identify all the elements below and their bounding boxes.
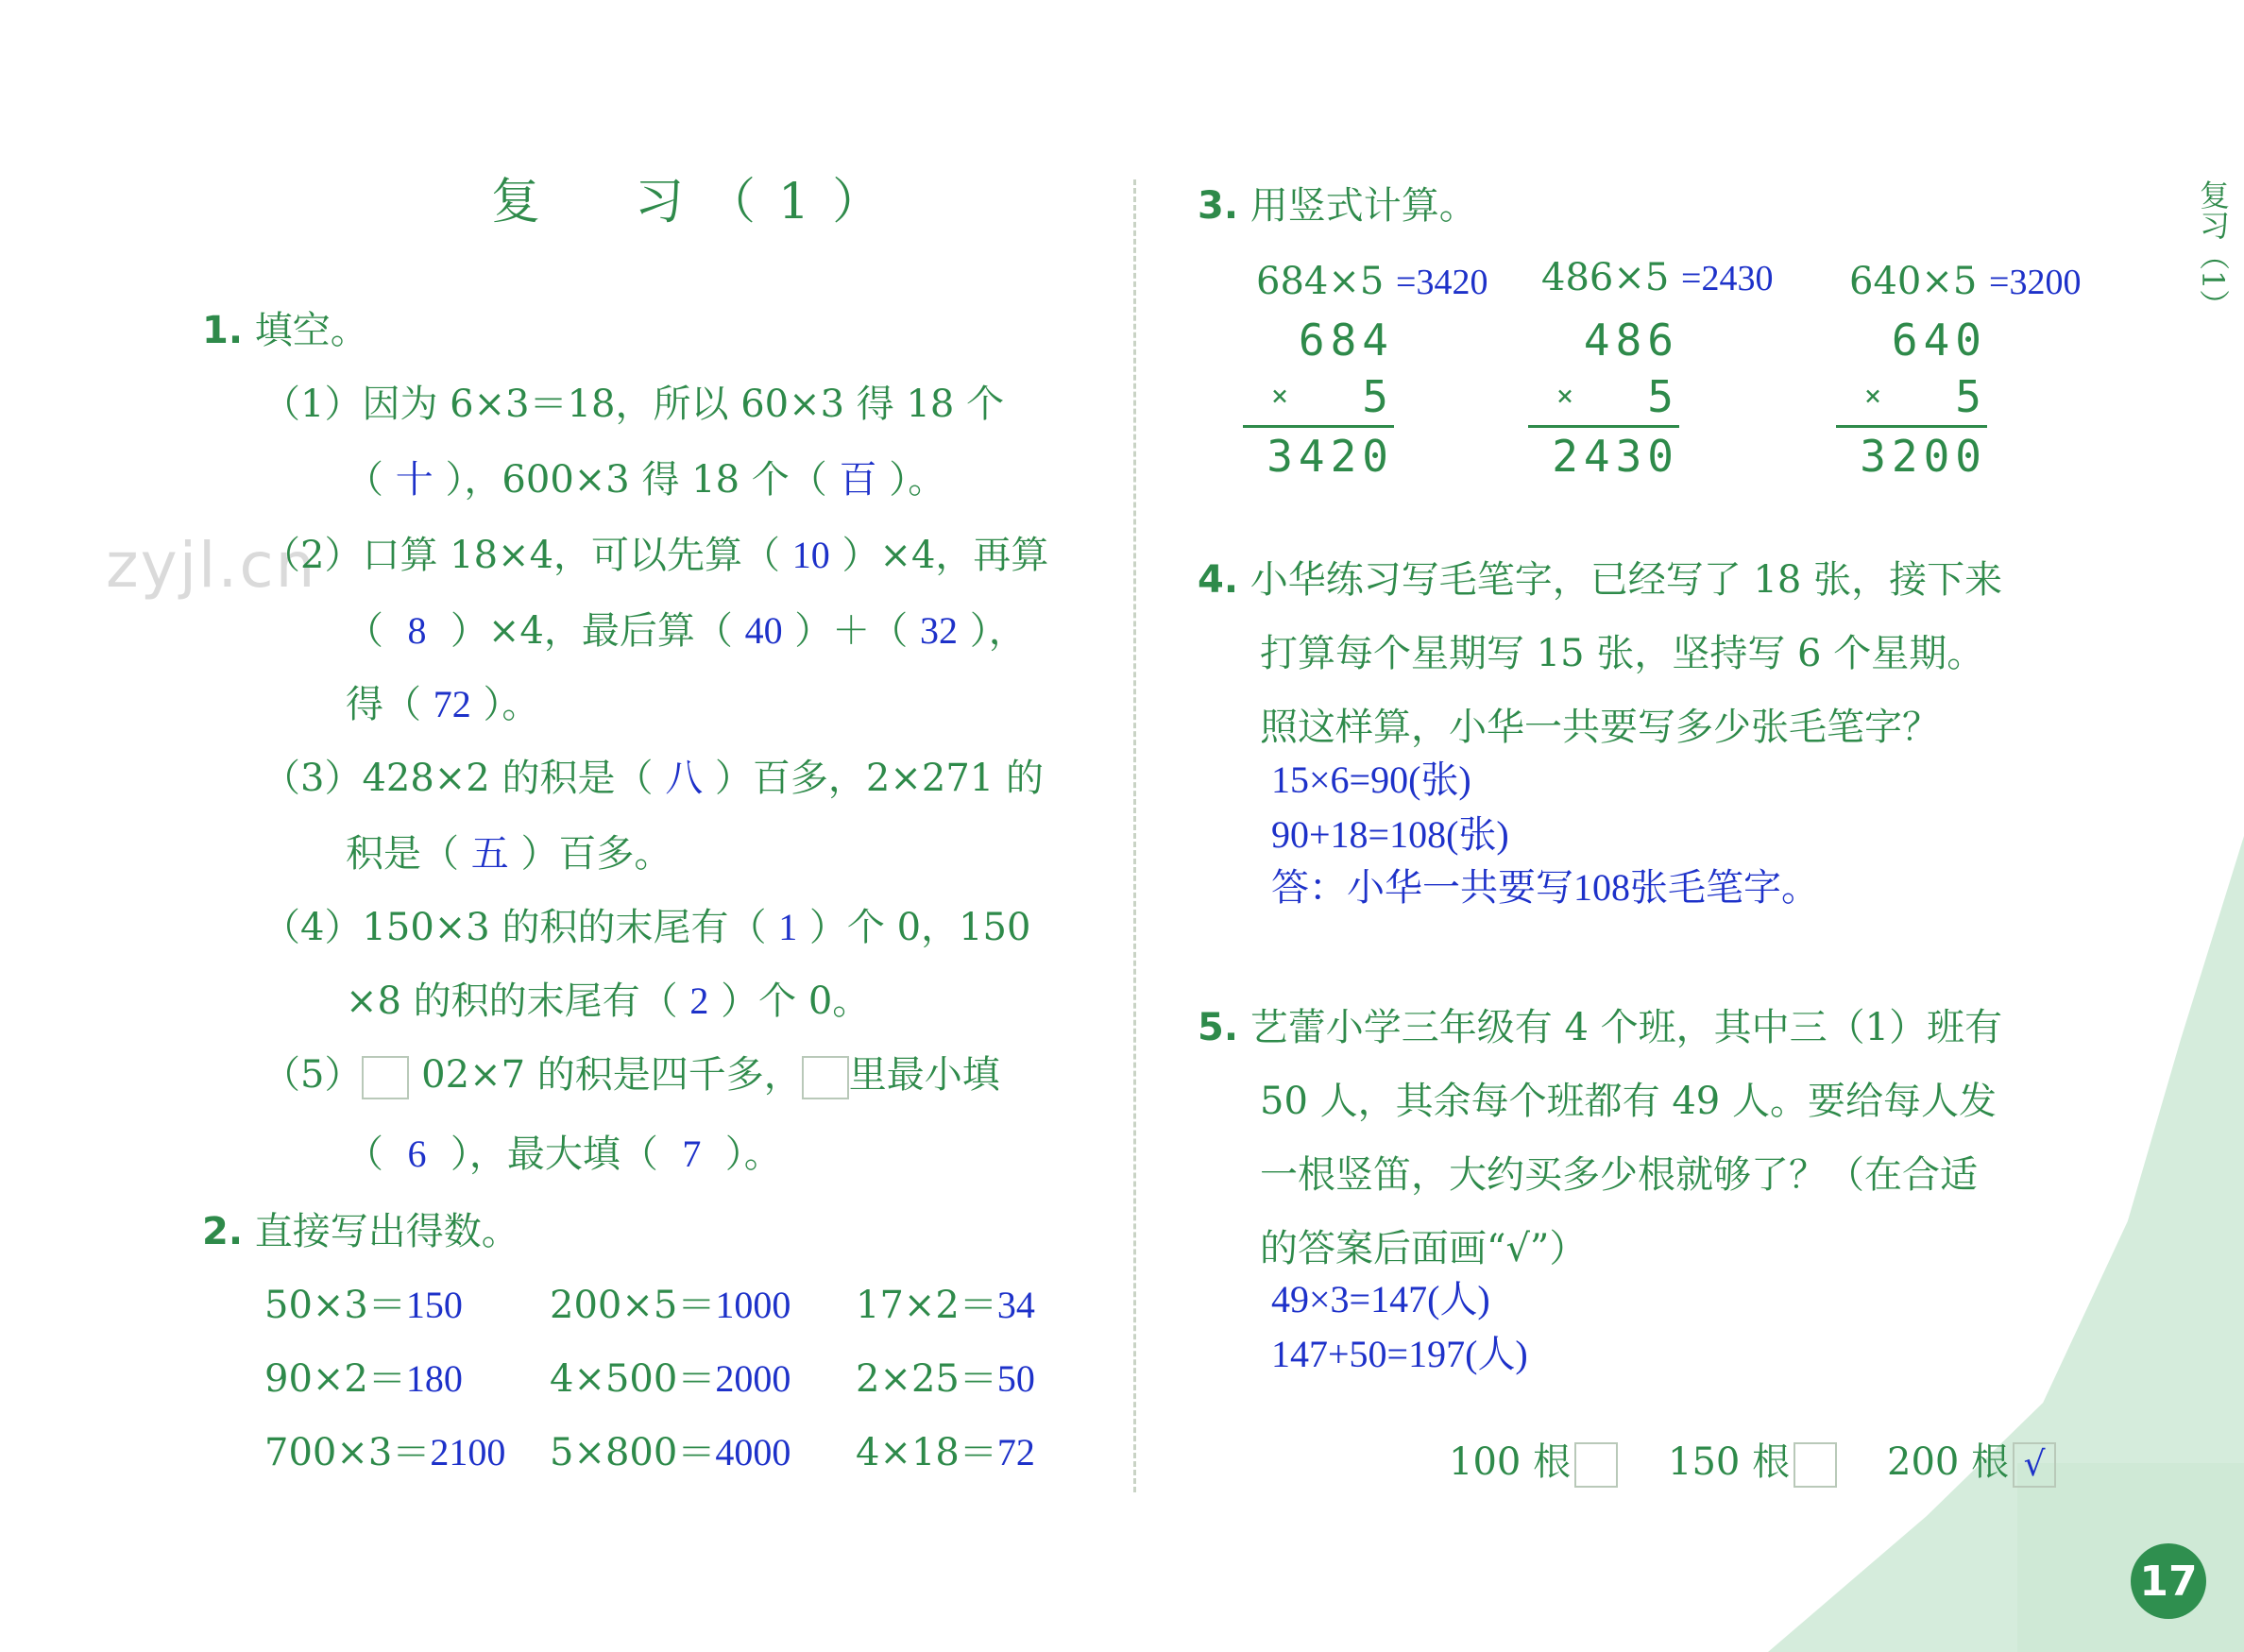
q1-part1-line1: （1）因为 6×3＝18，所以 60×3 得 18 个 bbox=[263, 383, 1005, 426]
answer-blank: 10 bbox=[791, 534, 830, 576]
answer-blank: 2 bbox=[689, 979, 709, 1022]
answer-blank: 五 bbox=[470, 832, 509, 875]
question-5-line1: 5. 艺蕾小学三年级有 4 个班，其中三（1）班有 bbox=[1198, 1006, 2003, 1049]
q5-answer-line1: 49×3=147(人) bbox=[1271, 1278, 1490, 1320]
oral-calc-item: 50×3＝150 bbox=[264, 1284, 463, 1327]
q1-part4-line2: ×8 的积的末尾有（ 2 ）个 0。 bbox=[346, 979, 871, 1023]
question-3-heading bbox=[1198, 183, 1477, 229]
answer-blank: 7 bbox=[682, 1133, 702, 1175]
answer-blank: 1 bbox=[778, 906, 798, 948]
q1-part2-line3: 得（ 72 ）。 bbox=[346, 683, 540, 726]
answer-blank: 十 bbox=[395, 458, 434, 501]
vertical-calc-684: 684 × 5 3420 bbox=[1243, 312, 1394, 485]
question-5-line4: 的答案后面画“√”） bbox=[1260, 1227, 1588, 1270]
vertical-calc-expression: 684×5 =3420 bbox=[1256, 260, 1488, 303]
question-2-title: 直接写出得数。 bbox=[254, 1210, 519, 1253]
option-150: 150 根 bbox=[1668, 1439, 1837, 1488]
oral-calc-item: 700×3＝2100 bbox=[264, 1431, 506, 1474]
q4-answer-line2: 90+18=108(张) bbox=[1271, 813, 1509, 856]
question-3-number: 3. bbox=[1198, 184, 1239, 228]
vertical-calc-expression: 640×5 =3200 bbox=[1849, 260, 2082, 303]
q1-part3-line2: 积是（ 五 ）百多。 bbox=[346, 832, 672, 876]
answer-blank: 百 bbox=[839, 458, 877, 501]
q1-part3-line1: （3）428×2 的积是（ 八 ）百多，2×271 的 bbox=[263, 757, 1044, 800]
question-5-line3: 一根竖笛，大约买多少根就够了？（在合适 bbox=[1260, 1153, 1978, 1197]
oral-calc-item: 200×5＝1000 bbox=[550, 1284, 791, 1327]
oral-calc-item: 17×2＝34 bbox=[856, 1284, 1035, 1327]
q4-answer-line1: 15×6=90(张) bbox=[1271, 758, 1471, 801]
question-5-line2: 50 人，其余每个班都有 49 人。要给每人发 bbox=[1260, 1080, 1997, 1123]
q1-part2-line1: （2）口算 18×4，可以先算（ 10 ）×4，再算 bbox=[263, 534, 1049, 577]
q1-part2-line2: （ 8 ）×4，最后算（ 40 ）＋（ 32 ）， bbox=[346, 609, 1027, 653]
side-section-label: 复习（1） bbox=[2195, 179, 2231, 320]
column-divider bbox=[1133, 179, 1136, 1492]
decorative-green-corner bbox=[2017, 1463, 2244, 1652]
option-200: 200 根 √ bbox=[1887, 1439, 2056, 1488]
oral-calc-item: 4×18＝72 bbox=[856, 1431, 1035, 1474]
digit-box bbox=[802, 1056, 849, 1099]
vertical-calc-486: 486 × 5 2430 bbox=[1528, 312, 1679, 485]
question-1-number: 1. bbox=[202, 309, 244, 352]
oral-calc-item: 4×500＝2000 bbox=[550, 1357, 791, 1401]
question-4-number: 4. bbox=[1198, 558, 1239, 602]
answer-blank: 八 bbox=[665, 757, 704, 799]
question-2-number: 2. bbox=[202, 1210, 244, 1253]
question-5-number: 5. bbox=[1198, 1006, 1239, 1049]
question-1-title: 填空。 bbox=[254, 309, 368, 352]
check-box-checked[interactable]: √ bbox=[2013, 1442, 2056, 1488]
q4-answer-line3: 答：小华一共要写108张毛笔字。 bbox=[1271, 866, 1819, 909]
question-3-title: 用竖式计算。 bbox=[1250, 184, 1477, 228]
question-4-line3: 照这样算，小华一共要写多少张毛笔字？ bbox=[1260, 706, 1940, 749]
answer-blank: 8 bbox=[407, 609, 427, 652]
answer-blank: 32 bbox=[920, 609, 958, 652]
oral-calc-item: 2×25＝50 bbox=[856, 1357, 1035, 1401]
watermark: zyjl.cn bbox=[106, 529, 317, 602]
check-box[interactable] bbox=[1794, 1442, 1837, 1488]
question-4-line2: 打算每个星期写 15 张，坚持写 6 个星期。 bbox=[1260, 632, 1985, 675]
q5-answer-line2: 147+50=197(人) bbox=[1271, 1333, 1528, 1375]
q1-part4-line1: （4）150×3 的积的末尾有（ 1 ）个 0，150 bbox=[263, 906, 1031, 949]
vertical-calc-640: 640 × 5 3200 bbox=[1836, 312, 1987, 485]
oral-calc-item: 5×800＝4000 bbox=[550, 1431, 791, 1474]
option-100: 100 根 bbox=[1449, 1439, 1618, 1488]
answer-blank: 72 bbox=[433, 683, 471, 725]
question-2-heading bbox=[202, 1209, 519, 1254]
oral-calc-item: 90×2＝180 bbox=[264, 1357, 463, 1401]
page-title: 复 习（1） bbox=[491, 174, 905, 230]
digit-box bbox=[362, 1056, 409, 1099]
page-number-badge: 17 bbox=[2131, 1543, 2206, 1619]
q1-part5-line1: （5） 02×7 的积是四千多， 里最小填 bbox=[263, 1052, 1000, 1099]
q1-part5-line2: （ 6 ），最大填（ 7 ）。 bbox=[346, 1133, 782, 1176]
vertical-calc-expression: 486×5 =2430 bbox=[1541, 256, 1774, 299]
q1-part1-line2: （ 十 ），600×3 得 18 个（ 百 ）。 bbox=[346, 458, 946, 502]
question-4-line1: 4. 小华练习写毛笔字，已经写了 18 张，接下来 bbox=[1198, 558, 2003, 602]
check-box[interactable] bbox=[1574, 1442, 1618, 1488]
answer-blank: 6 bbox=[407, 1133, 427, 1175]
answer-blank: 40 bbox=[744, 609, 783, 652]
question-1-heading bbox=[202, 308, 368, 353]
